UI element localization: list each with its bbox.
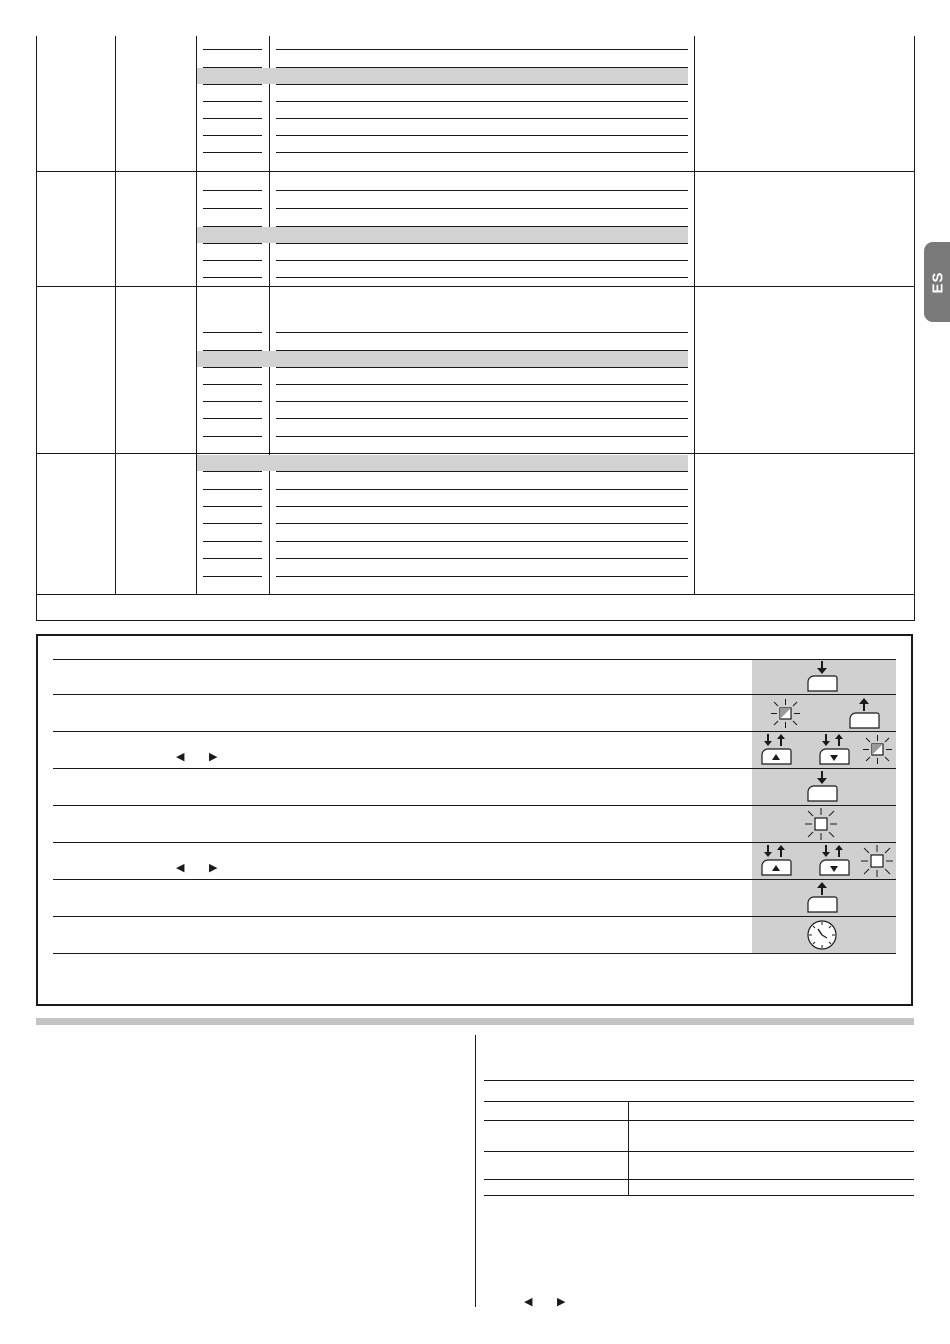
row-line (203, 135, 262, 136)
row-line (276, 436, 688, 437)
language-tab[interactable] (924, 242, 950, 322)
led-blinking-icon (862, 734, 894, 766)
right-arrow-icon: ▶ (557, 1296, 566, 1308)
row-line (276, 260, 688, 261)
row-line (276, 208, 688, 209)
row-line (203, 332, 262, 333)
row-line (276, 384, 688, 385)
row-line (276, 350, 688, 351)
row-line (203, 541, 262, 542)
led-on-icon (860, 844, 894, 878)
row-line (276, 576, 688, 577)
row-line (203, 190, 262, 191)
row-line (276, 243, 688, 244)
table-divider (196, 36, 197, 594)
row-line (203, 84, 262, 85)
row-line (276, 541, 688, 542)
step-separator (53, 916, 896, 917)
selected-row (197, 351, 688, 367)
row-line (276, 471, 688, 472)
row-line (276, 67, 688, 68)
row-line (276, 135, 688, 136)
group-separator (36, 594, 915, 595)
led-on-icon (804, 807, 838, 841)
row-line (276, 101, 688, 102)
table-row-line (484, 1151, 914, 1152)
row-line (203, 277, 262, 278)
row-line (276, 84, 688, 85)
section-divider-band (36, 1018, 914, 1025)
left-arrow-icon: ◀ (176, 751, 185, 763)
up-key-icon (760, 733, 792, 767)
table-divider (694, 36, 695, 594)
row-line (276, 226, 688, 227)
row-line (276, 118, 688, 119)
group-separator (36, 453, 915, 454)
right-arrow-icon: ▶ (209, 862, 218, 874)
down-key-icon (818, 733, 850, 767)
row-line (203, 49, 262, 50)
timer-clock-icon (805, 919, 839, 951)
left-arrow-icon: ◀ (524, 1296, 533, 1308)
step-separator (53, 768, 896, 769)
table-border-right (914, 36, 915, 621)
row-line (203, 576, 262, 577)
language-tab-label: ES (929, 270, 947, 294)
row-line (203, 350, 262, 351)
row-line (203, 152, 262, 153)
group-separator (36, 171, 915, 172)
selected-row (197, 68, 688, 84)
row-line (203, 367, 262, 368)
row-line (203, 471, 262, 472)
group-separator (36, 286, 915, 287)
step-separator (53, 879, 896, 880)
row-line (276, 332, 688, 333)
row-line (203, 418, 262, 419)
row-line (203, 558, 262, 559)
down-key-icon (818, 844, 850, 878)
row-line (203, 101, 262, 102)
table-bottom-border (36, 620, 915, 621)
table-top-border (484, 1080, 914, 1081)
row-line (203, 384, 262, 385)
row-line (276, 152, 688, 153)
row-line (203, 401, 262, 402)
table-row-line (484, 1179, 914, 1180)
step-separator (53, 805, 896, 806)
press-key-icon (806, 770, 838, 804)
row-line (276, 277, 688, 278)
row-line (276, 523, 688, 524)
table-border-left (36, 36, 37, 621)
table-bottom-border (484, 1195, 914, 1196)
row-line (203, 226, 262, 227)
column-divider (475, 1035, 476, 1307)
row-line (203, 523, 262, 524)
press-key-icon (806, 660, 838, 694)
step-separator (53, 659, 896, 660)
row-line (276, 489, 688, 490)
led-blinking-icon (770, 698, 802, 730)
row-line (203, 118, 262, 119)
left-arrow-icon: ◀ (176, 862, 185, 874)
table-header-line (484, 1101, 914, 1102)
table-column-divider (628, 1101, 629, 1195)
row-line (276, 190, 688, 191)
step-separator (53, 953, 896, 954)
row-line (276, 401, 688, 402)
row-line (203, 208, 262, 209)
row-line (203, 436, 262, 437)
row-line (276, 49, 688, 50)
right-arrow-icon: ▶ (209, 751, 218, 763)
step-separator (53, 842, 896, 843)
row-line (276, 558, 688, 559)
row-line (276, 367, 688, 368)
row-line (203, 67, 262, 68)
table-divider (115, 36, 116, 594)
selected-row (197, 227, 688, 243)
table-row-line (484, 1120, 914, 1121)
table-divider (269, 36, 270, 594)
step-separator (53, 694, 896, 695)
release-key-icon (848, 697, 880, 731)
row-line (203, 489, 262, 490)
step-separator (53, 731, 896, 732)
row-line (276, 506, 688, 507)
release-key-icon (806, 881, 838, 915)
row-line (203, 506, 262, 507)
selected-row (197, 455, 688, 471)
row-line (203, 243, 262, 244)
row-line (203, 260, 262, 261)
row-line (276, 418, 688, 419)
up-key-icon (760, 844, 792, 878)
